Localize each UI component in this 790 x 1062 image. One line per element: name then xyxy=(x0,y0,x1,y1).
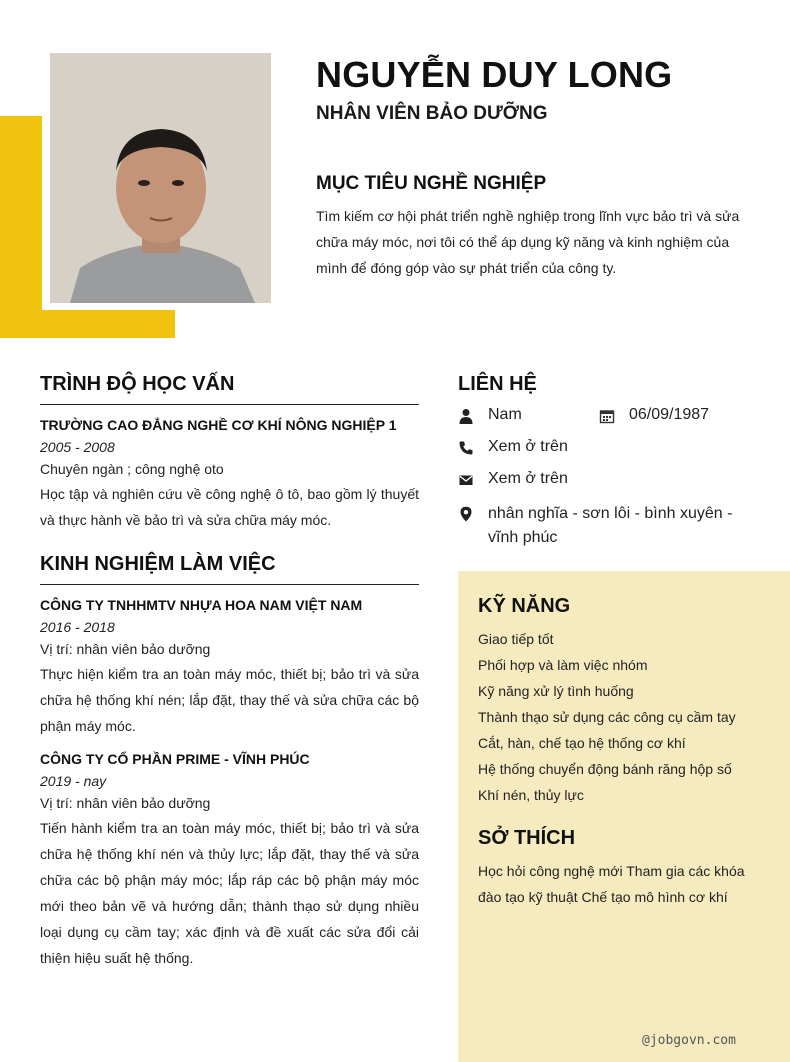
contact-email-value: Xem ở trên xyxy=(488,470,568,487)
skill-item: Hệ thống chuyển động bánh răng hộp số xyxy=(478,761,732,777)
contact-heading: LIÊN HỆ xyxy=(458,373,537,395)
candidate-job-title: NHÂN VIÊN BẢO DƯỠNG xyxy=(316,103,548,124)
education-description: Học tập và nghiên cứu về công nghệ ô tô, bao gồm lý thuyết và thực hành về bảo trì và sửa chữa máy móc. xyxy=(40,486,419,528)
objective-heading: MỤC TIÊU NGHỀ NGHIỆP xyxy=(316,173,547,194)
skill-item: Giao tiếp tốt xyxy=(478,631,554,647)
experience-dates: 2016 - 2018 xyxy=(40,619,115,635)
skill-item: Phối hợp và làm việc nhóm xyxy=(478,657,648,673)
experience-company: CÔNG TY TNHHMTV NHỰA HOA NAM VIỆT NAM xyxy=(40,597,363,613)
watermark: @jobgovn.com xyxy=(642,1033,736,1048)
skills-list xyxy=(478,626,736,808)
skills-heading: KỸ NĂNG xyxy=(478,595,571,617)
objective-text: Tìm kiếm cơ hội phát triển nghề nghiệp trong lĩnh vực bảo trì và sửa chữa máy móc, nơi tôi có thể áp dụng kỹ năng và kinh nghiệm của mình để đóng góp vào sự phát triển của công ty. xyxy=(316,208,740,276)
accent-bar-horizontal xyxy=(0,310,175,338)
mail-icon xyxy=(458,472,474,488)
education-heading: TRÌNH ĐỘ HỌC VẤN xyxy=(40,373,419,405)
education-dates: 2005 - 2008 xyxy=(40,439,115,455)
hobbies-text: Học hỏi công nghệ mới Tham gia các khóa đào tạo kỹ thuật Chế tạo mô hình cơ khí xyxy=(478,863,745,905)
person-icon xyxy=(458,408,474,424)
accent-bar-vertical xyxy=(0,116,42,338)
phone-icon xyxy=(458,440,474,456)
calendar-icon xyxy=(599,408,615,424)
education-school: TRƯỜNG CAO ĐẲNG NGHỀ CƠ KHÍ NÔNG NGHIỆP 1 xyxy=(40,417,397,433)
contact-email xyxy=(458,470,568,488)
contact-phone-value: Xem ở trên xyxy=(488,438,568,455)
skill-item: Cắt, hàn, chế tạo hệ thống cơ khí xyxy=(478,735,686,751)
experience-position: Vị trí: nhân viên bảo dưỡng xyxy=(40,795,211,811)
education-major: Chuyên ngàn ; công nghệ oto xyxy=(40,461,224,477)
experience-item xyxy=(40,597,419,739)
contact-gender-value: Nam xyxy=(488,406,522,423)
candidate-name: NGUYỄN DUY LONG xyxy=(316,54,673,95)
skill-item: Khí nén, thủy lực xyxy=(478,787,584,803)
experience-position: Vị trí: nhân viên bảo dưỡng xyxy=(40,641,211,657)
experience-dates: 2019 - nay xyxy=(40,773,107,789)
skill-item: Kỹ năng xử lý tình huống xyxy=(478,683,634,699)
contact-birthdate-value: 06/09/1987 xyxy=(629,406,710,423)
experience-description: Tiến hành kiểm tra an toàn máy móc, thiết bị; bảo trì và sửa chữa hệ thống khí nén và thủy lực; lắp đặt, thay thế và sửa chữa các bộ phận máy móc; lắp ráp các bộ phận máy móc mới theo bản vẽ và hướng dẫn; thành thạo sử dụng nhiều loại dụng cụ cầm tay; xác định và đề xuất các sửa đổi cải thiện hiệu suất hệ thống. xyxy=(40,820,419,966)
contact-birthdate xyxy=(599,406,709,424)
experience-company: CÔNG TY CỔ PHẦN PRIME - VĨNH PHÚC xyxy=(40,751,310,767)
profile-photo xyxy=(50,53,271,303)
experience-description: Thực hiện kiểm tra an toàn máy móc, thiết bị; bảo trì và sửa chữa hệ thống khí nén; lắp đặt, thay thế và sửa chữa các bộ phận máy móc. xyxy=(40,666,419,734)
contact-address-value: nhân nghĩa - sơn lôi - bình xuyên - vĩnh phúc xyxy=(488,505,733,546)
experience-item xyxy=(40,751,419,971)
left-column xyxy=(40,373,419,971)
contact-address xyxy=(458,502,748,550)
contact-phone xyxy=(458,438,568,456)
skill-item: Thành thạo sử dụng các công cụ cầm tay xyxy=(478,709,736,725)
experience-heading: KINH NGHIỆM LÀM VIỆC xyxy=(40,553,419,585)
contact-gender xyxy=(458,406,522,424)
hobbies-heading: SỞ THÍCH xyxy=(478,827,576,849)
location-pin-icon xyxy=(458,506,474,522)
